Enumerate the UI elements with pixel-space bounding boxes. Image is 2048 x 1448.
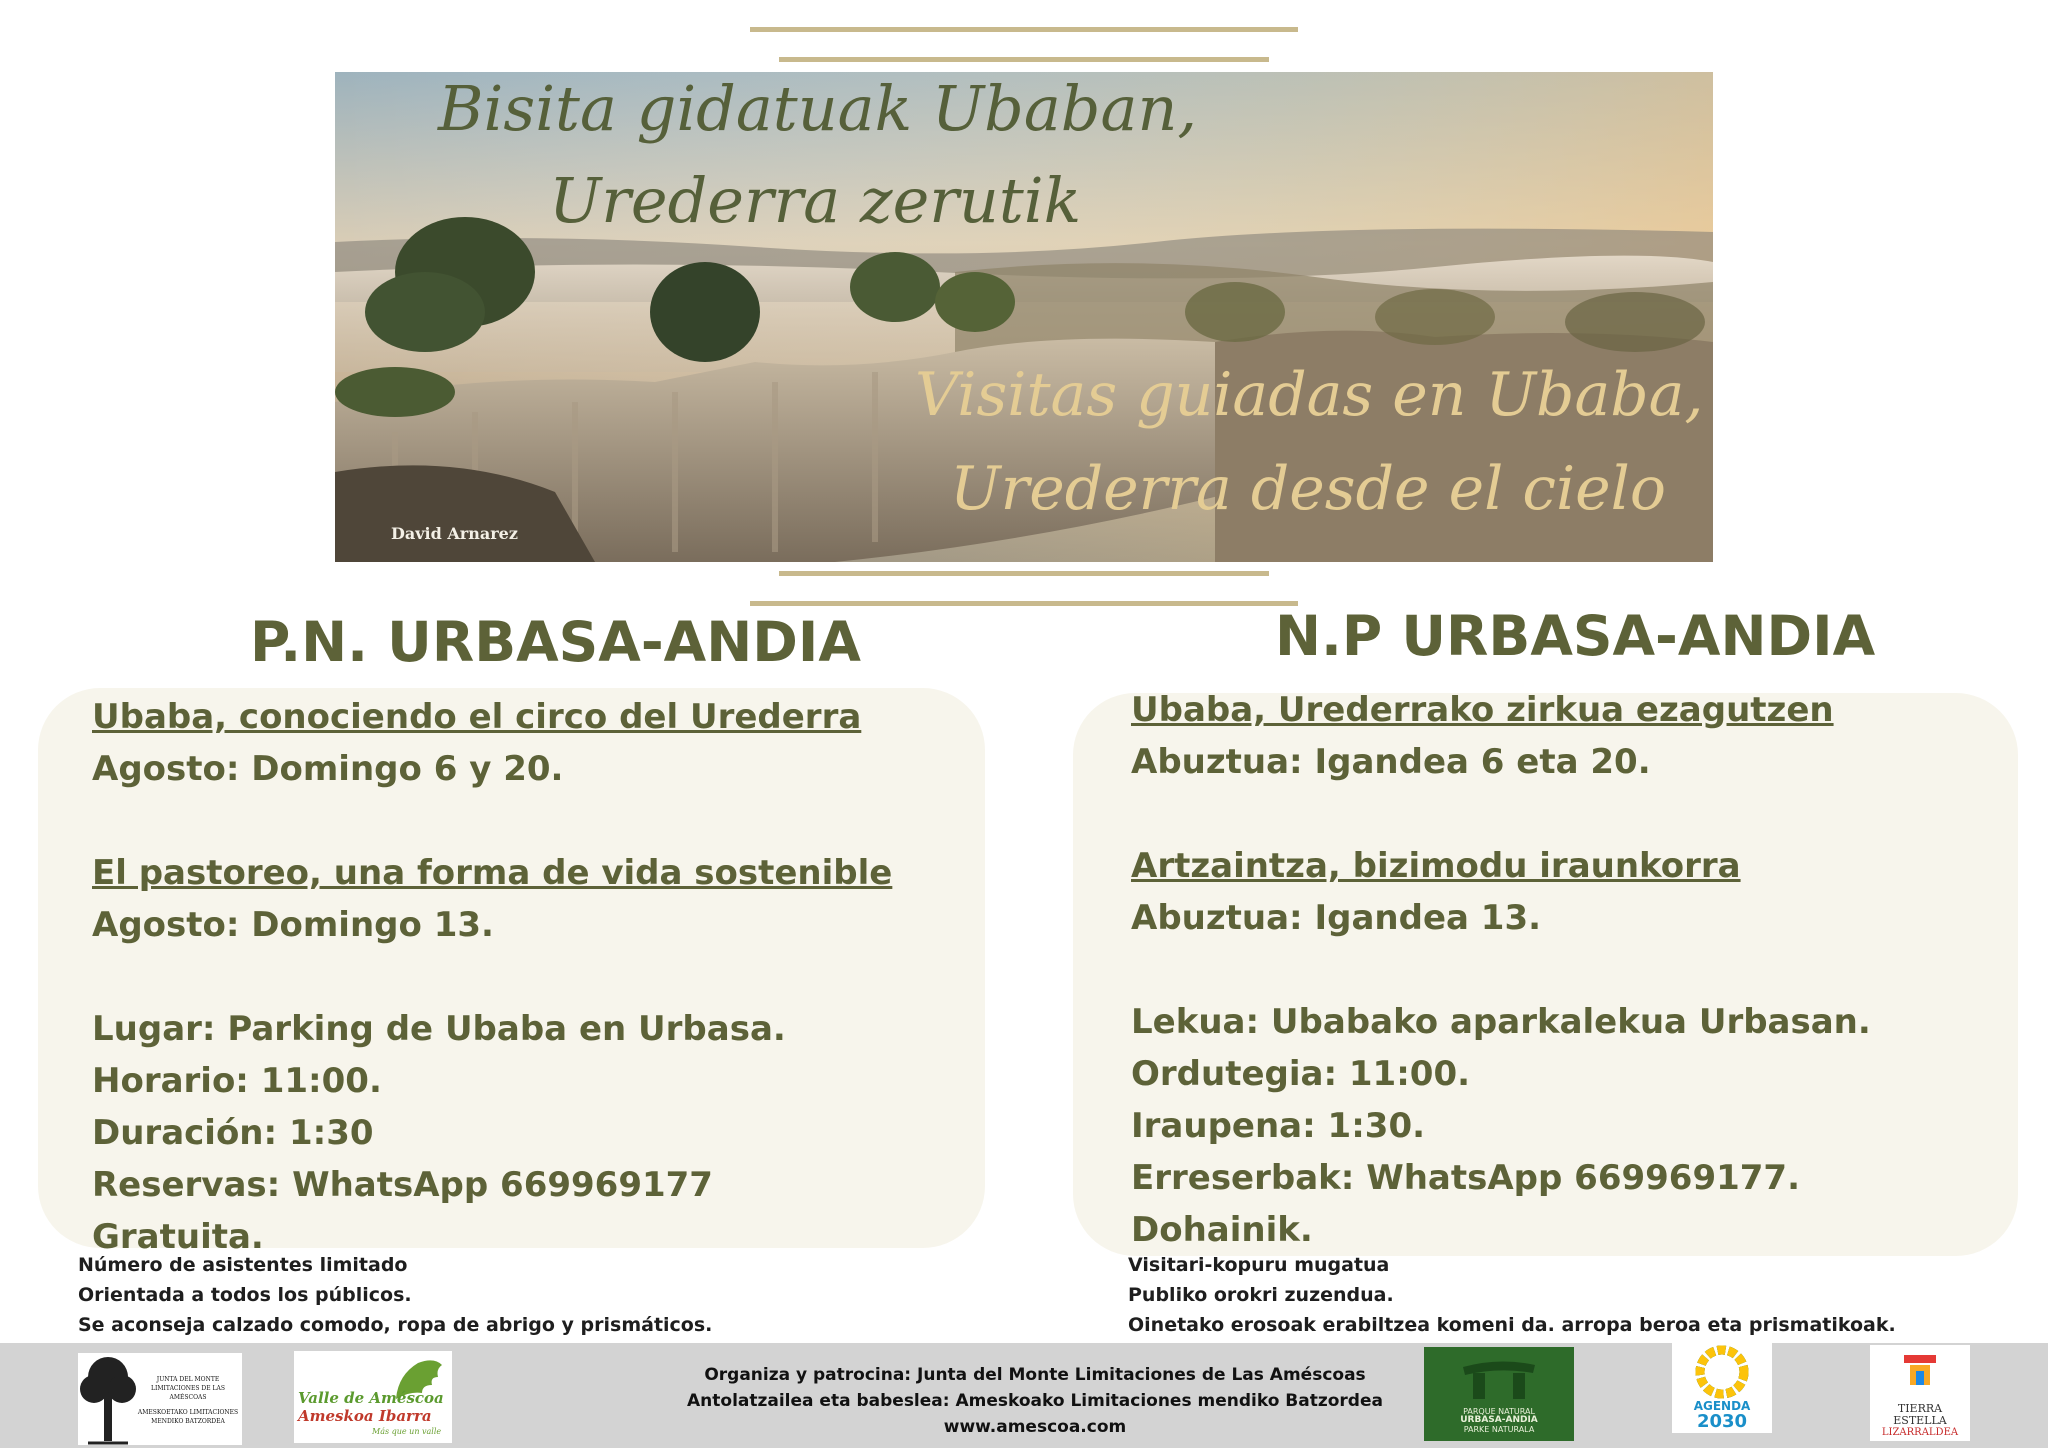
left-place: Lugar: Parking de Ubaba en Urbasa. — [92, 1009, 786, 1049]
left-activity-2-title: El pastoreo, una forma de vida sostenible — [92, 853, 893, 893]
sdg-wheel-icon — [1695, 1345, 1749, 1399]
left-notes — [78, 1250, 712, 1340]
tourism-emblem-icon — [1900, 1351, 1940, 1391]
bottom-rule-1 — [779, 571, 1269, 576]
right-activity-2-title: Artzaintza, bizimodu iraunkorra — [1131, 846, 1741, 886]
right-place: Lekua: Ubabako aparkalekua Urbasan. — [1131, 1002, 1871, 1042]
photo-credit: David Arnarez — [391, 524, 518, 543]
right-note-2: Publiko orokri zuzendua. — [1128, 1284, 1394, 1306]
right-spacer-1 — [1131, 788, 1871, 840]
website-link[interactable]: www.amescoa.com — [943, 1417, 1127, 1437]
agenda-text-1: AGENDA — [1693, 1399, 1751, 1413]
footer-bar — [0, 1343, 2048, 1448]
left-heading: P.N. URBASA-ANDIA — [250, 610, 861, 674]
tierra-text-2: LIZARRALDEA — [1881, 1427, 1959, 1438]
organizer-eu: Antolatzailea eta babeslea: Ameskoako Limitaciones mendiko Batzordea — [687, 1391, 1383, 1411]
right-note-3: Oinetako erosoak erabiltzea komeni da. arropa beroa eta prismatikoak. — [1128, 1314, 1896, 1336]
left-info-text — [92, 691, 892, 1263]
left-activity-2-date: Agosto: Domingo 13. — [92, 905, 494, 945]
parque-natural-logo — [1424, 1347, 1574, 1441]
agenda-text-2: 2030 — [1696, 1411, 1748, 1432]
valle-amescoa-logo — [294, 1351, 452, 1443]
right-heading: N.P URBASA-ANDIA — [1275, 604, 1876, 668]
left-reservations: Reservas: WhatsApp 669969177 — [92, 1165, 713, 1205]
junta-text-1: JUNTA DEL MONTE — [156, 1376, 220, 1383]
right-duration: Iraupena: 1:30. — [1131, 1106, 1426, 1146]
left-note-1: Número de asistentes limitado — [78, 1254, 408, 1276]
bottom-rule-2 — [750, 601, 1298, 606]
right-time: Ordutegia: 11:00. — [1131, 1054, 1471, 1094]
left-activity-1-title: Ubaba, conociendo el circo del Urederra — [92, 697, 862, 737]
left-note-2: Orientada a todos los públicos. — [78, 1284, 412, 1306]
right-price: Dohainik. — [1131, 1210, 1313, 1250]
banner-title-es-line2: Urederra desde el cielo — [950, 454, 1666, 524]
left-spacer-2 — [92, 951, 892, 1003]
banner-title-eu-line2: Urederra zerutik — [549, 164, 1082, 237]
junta-text-4: MENDIKO BATZORDEA — [151, 1418, 225, 1425]
banner-photo — [335, 72, 1713, 562]
valle-text-1: Valle de Améscoa — [298, 1389, 444, 1407]
parque-text-2: URBASA-ANDIA — [1460, 1415, 1538, 1425]
parque-text-3: PARKE NATURALA — [1463, 1425, 1535, 1434]
organizer-es: Organiza y patrocina: Junta del Monte Limitaciones de Las Améscoas — [704, 1365, 1366, 1385]
valle-tagline: Más que un valle — [372, 1427, 442, 1436]
banner-title-eu-line1: Bisita gidatuak Ubaban, — [438, 72, 1198, 145]
parque-text-1: PARQUE NATURAL — [1463, 1407, 1535, 1416]
right-notes — [1128, 1250, 1896, 1340]
right-spacer-2 — [1131, 944, 1871, 996]
left-note-3: Se aconseja calzado comodo, ropa de abrigo y prismáticos. — [78, 1314, 713, 1336]
right-activity-1-title: Ubaba, Urederrako zirkua ezagutzen — [1131, 690, 1834, 730]
top-rule-1 — [750, 27, 1298, 32]
banner-title-es-line1: Visitas guiadas en Ubaba, — [915, 360, 1704, 430]
left-time: Horario: 11:00. — [92, 1061, 382, 1101]
left-price: Gratuita. — [92, 1217, 264, 1257]
junta-text-2: LIMITACIONES DE LAS AMÉSCOAS — [151, 1385, 225, 1401]
right-activity-1-date: Abuztua: Igandea 6 eta 20. — [1131, 742, 1651, 782]
organizer-block — [535, 1362, 1535, 1440]
dolmen-icon — [1459, 1357, 1539, 1401]
right-reservations: Erreserbak: WhatsApp 669969177. — [1131, 1158, 1801, 1198]
left-duration: Duración: 1:30 — [92, 1113, 374, 1153]
tree-icon — [78, 1355, 138, 1445]
junta-logo — [78, 1353, 242, 1445]
left-spacer-1 — [92, 795, 892, 847]
right-note-1: Visitari-kopuru mugatua — [1128, 1254, 1390, 1276]
top-rule-2 — [779, 57, 1269, 62]
tierra-text-1: TIERRA ESTELLA — [1893, 1402, 1947, 1427]
right-info-text — [1131, 684, 1871, 1256]
right-activity-2-date: Abuztua: Igandea 13. — [1131, 898, 1542, 938]
left-activity-1-date: Agosto: Domingo 6 y 20. — [92, 749, 564, 789]
junta-text-3: AMESKOETAKO LIMITACIONES — [137, 1409, 239, 1416]
agenda-2030-logo — [1672, 1343, 1772, 1433]
valle-text-2: Ameskoa Ibarra — [298, 1407, 432, 1425]
tierra-estella-logo — [1870, 1345, 1970, 1441]
